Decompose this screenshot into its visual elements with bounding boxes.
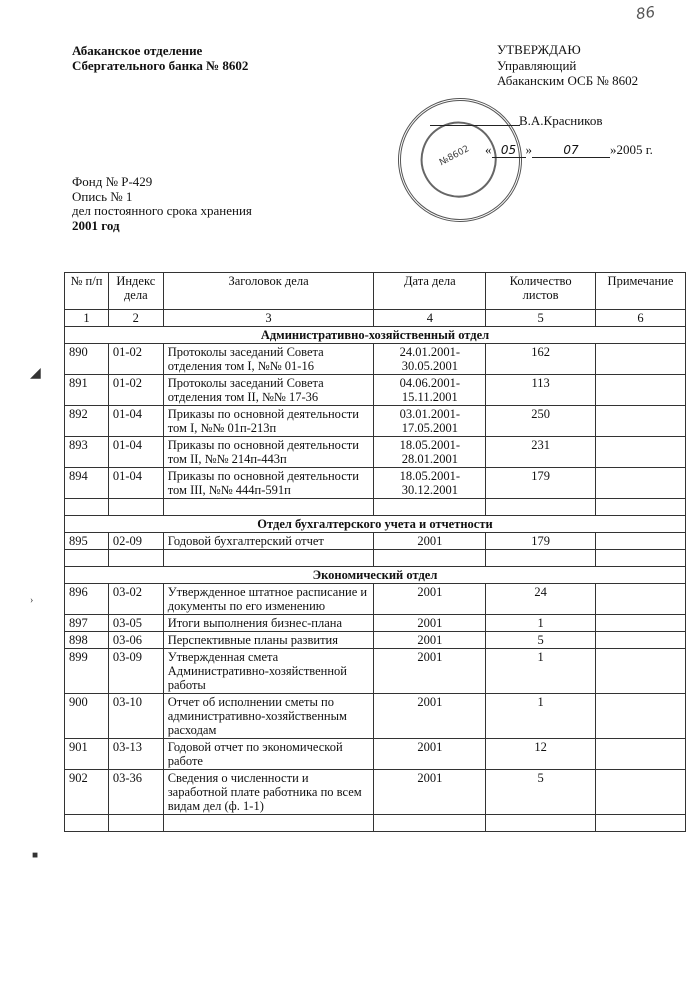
table-row (65, 584, 686, 615)
header-number: № п/п (65, 273, 109, 310)
section-title: Административно-хозяйственный отдел (65, 327, 686, 344)
blank-cell (163, 550, 374, 567)
cell-index: 03-02 (108, 584, 163, 615)
cell-date: 2001 (374, 584, 486, 615)
cell-number: 896 (65, 584, 109, 615)
col-number: 5 (486, 310, 596, 327)
cell-sheets: 250 (486, 406, 596, 437)
col-number: 3 (163, 310, 374, 327)
cell-sheets: 1 (486, 694, 596, 739)
header-date: Дата дела (374, 273, 486, 310)
fond-number: Фонд № Р-429 (72, 174, 153, 189)
cell-date: 2001 (374, 632, 486, 649)
cell-title: Перспективные планы развития (163, 632, 374, 649)
header-title: Заголовок дела (163, 273, 374, 310)
cell-date: 2001 (374, 615, 486, 632)
cell-sheets: 1 (486, 615, 596, 632)
cell-title: Приказы по основной деятельности том III, №№ 444п-591п (163, 468, 374, 499)
cell-sheets: 12 (486, 739, 596, 770)
cell-number: 902 (65, 770, 109, 815)
blank-cell (595, 550, 685, 567)
cell-date: 18.05.2001-30.12.2001 (374, 468, 486, 499)
cell-sheets: 231 (486, 437, 596, 468)
blank-cell (374, 815, 486, 832)
approval-line-1: Управляющий (497, 57, 577, 73)
inventory-table (64, 272, 686, 832)
margin-mark: › (30, 595, 34, 606)
cell-title: Годовой бухгалтерский отчет (163, 533, 374, 550)
blank-cell (486, 499, 596, 516)
section-title: Отдел бухгалтерского учета и отчетности (65, 516, 686, 533)
column-number-row (65, 310, 686, 327)
col-number: 6 (595, 310, 685, 327)
blank-cell (65, 550, 109, 567)
cell-note (595, 615, 685, 632)
blank-cell (108, 550, 163, 567)
cell-sheets: 179 (486, 533, 596, 550)
cell-index: 01-04 (108, 406, 163, 437)
cell-title: Утвержденное штатное расписание и документы по его изменению (163, 584, 374, 615)
cell-index: 03-13 (108, 739, 163, 770)
cell-note (595, 584, 685, 615)
cell-note (595, 694, 685, 739)
date-mid-quote: » (525, 142, 532, 157)
org-line-1: Абаканское отделение (72, 43, 203, 58)
cell-title: Протоколы заседаний Совета отделения том I, №№ 01-16 (163, 344, 374, 375)
table-row (65, 694, 686, 739)
cell-date: 2001 (374, 770, 486, 815)
cell-sheets: 5 (486, 632, 596, 649)
blank-cell (108, 815, 163, 832)
cell-date: 24.01.2001-30.05.2001 (374, 344, 486, 375)
cell-number: 892 (65, 406, 109, 437)
storage-term: дел постоянного срока хранения (72, 203, 252, 218)
cell-title: Итоги выполнения бизнес-плана (163, 615, 374, 632)
margin-mark: ◢ (30, 366, 41, 381)
cell-number: 899 (65, 649, 109, 694)
table-row (65, 632, 686, 649)
section-header-row (65, 516, 686, 533)
table-row (65, 739, 686, 770)
approval-line-2: Абаканским ОСБ № 8602 (497, 73, 639, 88)
cell-sheets: 162 (486, 344, 596, 375)
cell-index: 03-09 (108, 649, 163, 694)
cell-note (595, 632, 685, 649)
cell-number: 895 (65, 533, 109, 550)
cell-note (595, 739, 685, 770)
cell-sheets: 24 (486, 584, 596, 615)
cell-note (595, 437, 685, 468)
cell-index: 01-02 (108, 344, 163, 375)
table-row (65, 770, 686, 815)
cell-title: Отчет об исполнении сметы по административно-хозяйственным расходам (163, 694, 374, 739)
cell-number: 900 (65, 694, 109, 739)
blank-row (65, 815, 686, 832)
blank-cell (65, 815, 109, 832)
blank-cell (486, 550, 596, 567)
cell-date: 2001 (374, 739, 486, 770)
cell-note (595, 375, 685, 406)
blank-cell (163, 815, 374, 832)
cell-note (595, 770, 685, 815)
approval-title: УТВЕРЖДАЮ (497, 42, 581, 57)
blank-row (65, 550, 686, 567)
header-index: Индекс дела (108, 273, 163, 310)
cell-date: 04.06.2001-15.11.2001 (374, 375, 486, 406)
cell-title: Утвержденная смета Административно-хозяйственной работы (163, 649, 374, 694)
cell-sheets: 1 (486, 649, 596, 694)
section-header-row (65, 567, 686, 584)
cell-title: Протоколы заседаний Совета отделения том II, №№ 17-36 (163, 375, 374, 406)
cell-number: 897 (65, 615, 109, 632)
cell-index: 03-36 (108, 770, 163, 815)
cell-title: Сведения о численности и заработной плате работника по всем видам дел (ф. 1-1) (163, 770, 374, 815)
cell-index: 03-10 (108, 694, 163, 739)
cell-title: Приказы по основной деятельности том I, №№ 01п-213п (163, 406, 374, 437)
table-row (65, 406, 686, 437)
table-row (65, 649, 686, 694)
date-open-quote: « (485, 142, 492, 157)
organization-header (72, 43, 248, 73)
table-row (65, 375, 686, 406)
cell-sheets: 179 (486, 468, 596, 499)
inventory-year: 2001 год (72, 217, 120, 233)
inventory-number: Опись № 1 (72, 188, 133, 204)
cell-number: 893 (65, 437, 109, 468)
cell-title: Приказы по основной деятельности том II, №№ 214п-443п (163, 437, 374, 468)
date-month: 07 (532, 143, 610, 158)
signature-line (430, 125, 520, 126)
date-year: »2005 г. (610, 142, 653, 157)
cell-index: 01-02 (108, 375, 163, 406)
cell-index: 01-04 (108, 468, 163, 499)
cell-index: 03-06 (108, 632, 163, 649)
cell-title: Годовой отчет по экономической работе (163, 739, 374, 770)
header-sheets: Количество листов (486, 273, 596, 310)
cell-date: 2001 (374, 649, 486, 694)
section-title: Экономический отдел (65, 567, 686, 584)
cell-note (595, 649, 685, 694)
blank-cell (595, 815, 685, 832)
cell-date: 2001 (374, 533, 486, 550)
header-note: Примечание (595, 273, 685, 310)
cell-date: 18.05.2001-28.01.2001 (374, 437, 486, 468)
cell-index: 02-09 (108, 533, 163, 550)
table-row (65, 437, 686, 468)
table-row (65, 344, 686, 375)
approval-block (497, 42, 638, 89)
cell-index: 03-05 (108, 615, 163, 632)
margin-mark: ■ (32, 850, 39, 861)
page-number: 86 (634, 2, 657, 24)
blank-cell (486, 815, 596, 832)
cell-note (595, 406, 685, 437)
date-day: 05 (492, 143, 526, 158)
blank-cell (374, 550, 486, 567)
col-number: 4 (374, 310, 486, 327)
blank-cell (65, 499, 109, 516)
fond-info (72, 175, 252, 233)
table-row (65, 468, 686, 499)
cell-sheets: 113 (486, 375, 596, 406)
cell-number: 890 (65, 344, 109, 375)
cell-sheets: 5 (486, 770, 596, 815)
section-header-row (65, 327, 686, 344)
col-number: 2 (108, 310, 163, 327)
cell-date: 2001 (374, 694, 486, 739)
col-number: 1 (65, 310, 109, 327)
cell-number: 901 (65, 739, 109, 770)
cell-note (595, 344, 685, 375)
cell-note (595, 468, 685, 499)
blank-cell (108, 499, 163, 516)
cell-number: 891 (65, 375, 109, 406)
cell-number: 898 (65, 632, 109, 649)
cell-note (595, 533, 685, 550)
official-stamp (376, 76, 544, 244)
cell-number: 894 (65, 468, 109, 499)
approval-date (485, 142, 653, 158)
table-header-row (65, 273, 686, 310)
blank-cell (163, 499, 374, 516)
table-row (65, 533, 686, 550)
blank-cell (374, 499, 486, 516)
blank-row (65, 499, 686, 516)
org-line-2: Сбергательного банка № 8602 (72, 58, 249, 73)
signer-name: В.А.Красников (519, 113, 603, 128)
blank-cell (595, 499, 685, 516)
cell-index: 01-04 (108, 437, 163, 468)
stamp-number: №8602 (437, 144, 472, 169)
table-row (65, 615, 686, 632)
cell-date: 03.01.2001-17.05.2001 (374, 406, 486, 437)
